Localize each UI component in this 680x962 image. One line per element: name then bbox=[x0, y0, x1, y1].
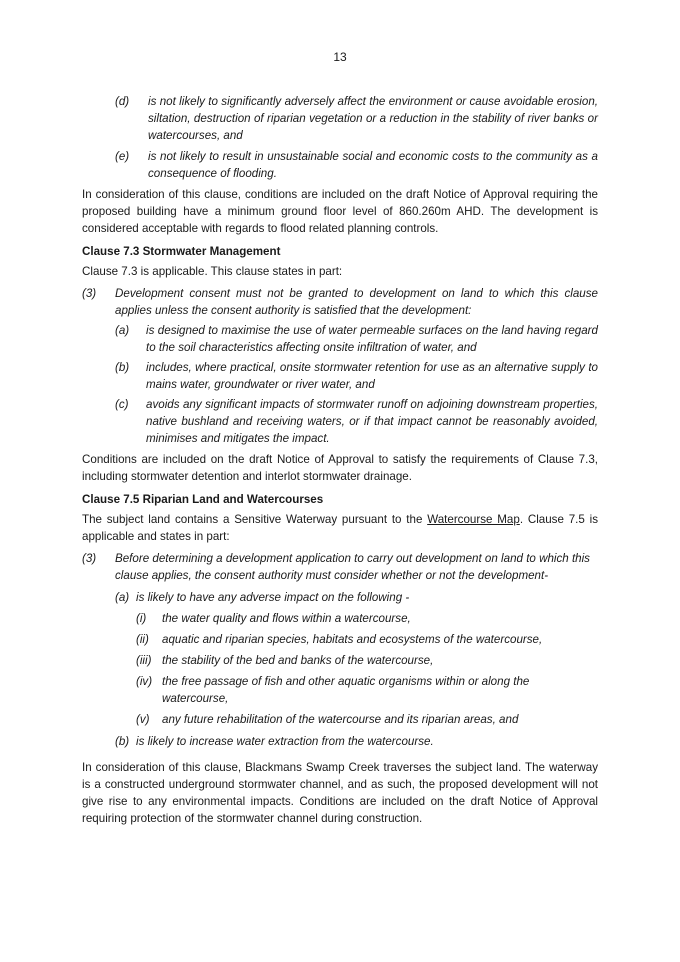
list-text: the free passage of fish and other aquatic organisms within or along the watercourse, bbox=[162, 675, 530, 705]
clause-7-3-item-a bbox=[115, 322, 598, 356]
intro-text-before: The subject land contains a Sensitive Waterway pursuant to the bbox=[82, 513, 428, 526]
list-text: Before determining a development application to carry out development on land to which this clause applies, the consent authority must consider whether or not the development- bbox=[115, 552, 590, 582]
clause-7-3-item-c bbox=[115, 396, 598, 447]
list-label: (b) bbox=[115, 735, 130, 748]
clause-7-5-item-i bbox=[136, 610, 598, 627]
clause-7-3-item-3 bbox=[82, 285, 598, 319]
list-text: is likely to increase water extraction from the watercourse. bbox=[136, 735, 434, 748]
list-label: (a) bbox=[115, 591, 130, 604]
clause-7-5-item-iv bbox=[136, 673, 598, 707]
clause-7-5-conclusion: In consideration of this clause, Blackmans Swamp Creek traverses the subject land. The waterway is a constructed underground stormwater channel, and as such, the proposed development will not give rise to any environmental impacts. Conditions are included on the draft Notice of Approval requiring protection of the stormwater channel during construction. bbox=[82, 761, 598, 825]
clause-7-5-item-ii bbox=[136, 631, 598, 648]
page-content bbox=[82, 93, 598, 827]
list-text: aquatic and riparian species, habitats and ecosystems of the watercourse, bbox=[162, 633, 543, 646]
list-label: (3) bbox=[82, 287, 97, 300]
intro-text-after: . Clause 7.5 is applicable and states in part: bbox=[82, 513, 598, 543]
list-item-d bbox=[115, 93, 598, 144]
list-label: (c) bbox=[115, 398, 129, 411]
list-label: (3) bbox=[82, 552, 97, 565]
clause-7-5-item-b bbox=[115, 733, 598, 750]
clause-7-5-item-v bbox=[136, 711, 598, 728]
list-label: (ii) bbox=[136, 633, 149, 646]
list-text: is likely to have any adverse impact on the following - bbox=[136, 591, 410, 604]
list-label: (i) bbox=[136, 612, 147, 625]
clause-7-3-item-b bbox=[115, 359, 598, 393]
list-text: is not likely to significantly adversely affect the environment or cause avoidable erosion, siltation, destruction of riparian vegetation or a reduction in the stability of river banks or watercourses, and bbox=[148, 95, 598, 142]
watercourse-map-link[interactable]: Watercourse Map bbox=[427, 513, 520, 526]
clause-7-5-item-3 bbox=[82, 550, 598, 584]
clause-7-3-conclusion: Conditions are included on the draft Notice of Approval to satisfy the requirements of Clause 7.3, including stormwater detention and interlot stormwater drainage. bbox=[82, 453, 598, 483]
clause-7-3-intro: Clause 7.3 is applicable. This clause states in part: bbox=[82, 265, 343, 278]
list-text: the water quality and flows within a watercourse, bbox=[162, 612, 411, 625]
list-label: (iii) bbox=[136, 654, 152, 667]
list-item-e bbox=[115, 148, 598, 182]
list-text: is not likely to result in unsustainable social and economic costs to the community as a consequence of flooding. bbox=[148, 150, 598, 180]
list-text: any future rehabilitation of the watercourse and its riparian areas, and bbox=[162, 713, 519, 726]
list-text: Development consent must not be granted to development on land to which this clause applies unless the consent authority is satisfied that the development: bbox=[115, 287, 598, 317]
clause-7-5-item-iii bbox=[136, 652, 598, 669]
list-label: (v) bbox=[136, 713, 150, 726]
flood-consideration-paragraph: In consideration of this clause, conditions are included on the draft Notice of Approval requiring the proposed building have a minimum ground floor level of 860.260m AHD. The development is considered acceptable with regards to flood related planning controls. bbox=[82, 188, 598, 235]
clause-7-5-item-a bbox=[115, 589, 598, 606]
list-label: (d) bbox=[115, 95, 130, 108]
list-text: avoids any significant impacts of stormwater runoff on adjoining downstream properties, native bushland and receiving waters, or if that impact cannot be reasonably avoided, minimises and mitigates the impact. bbox=[146, 398, 598, 445]
clause-7-3-heading: Clause 7.3 Stormwater Management bbox=[82, 245, 281, 258]
clause-7-5-heading: Clause 7.5 Riparian Land and Watercourses bbox=[82, 493, 324, 506]
list-text: is designed to maximise the use of water permeable surfaces on the land having regard to the soil characteristics affecting onsite infiltration of water, and bbox=[146, 324, 598, 354]
list-label: (iv) bbox=[136, 675, 153, 688]
page-number: 13 bbox=[333, 50, 347, 64]
list-text: the stability of the bed and banks of the watercourse, bbox=[162, 654, 434, 667]
clause-7-5-intro bbox=[82, 511, 598, 545]
list-label: (e) bbox=[115, 150, 130, 163]
list-label: (a) bbox=[115, 324, 130, 337]
list-label: (b) bbox=[115, 361, 130, 374]
list-text: includes, where practical, onsite stormwater retention for use as an alternative supply to mains water, groundwater or river water, and bbox=[146, 361, 598, 391]
